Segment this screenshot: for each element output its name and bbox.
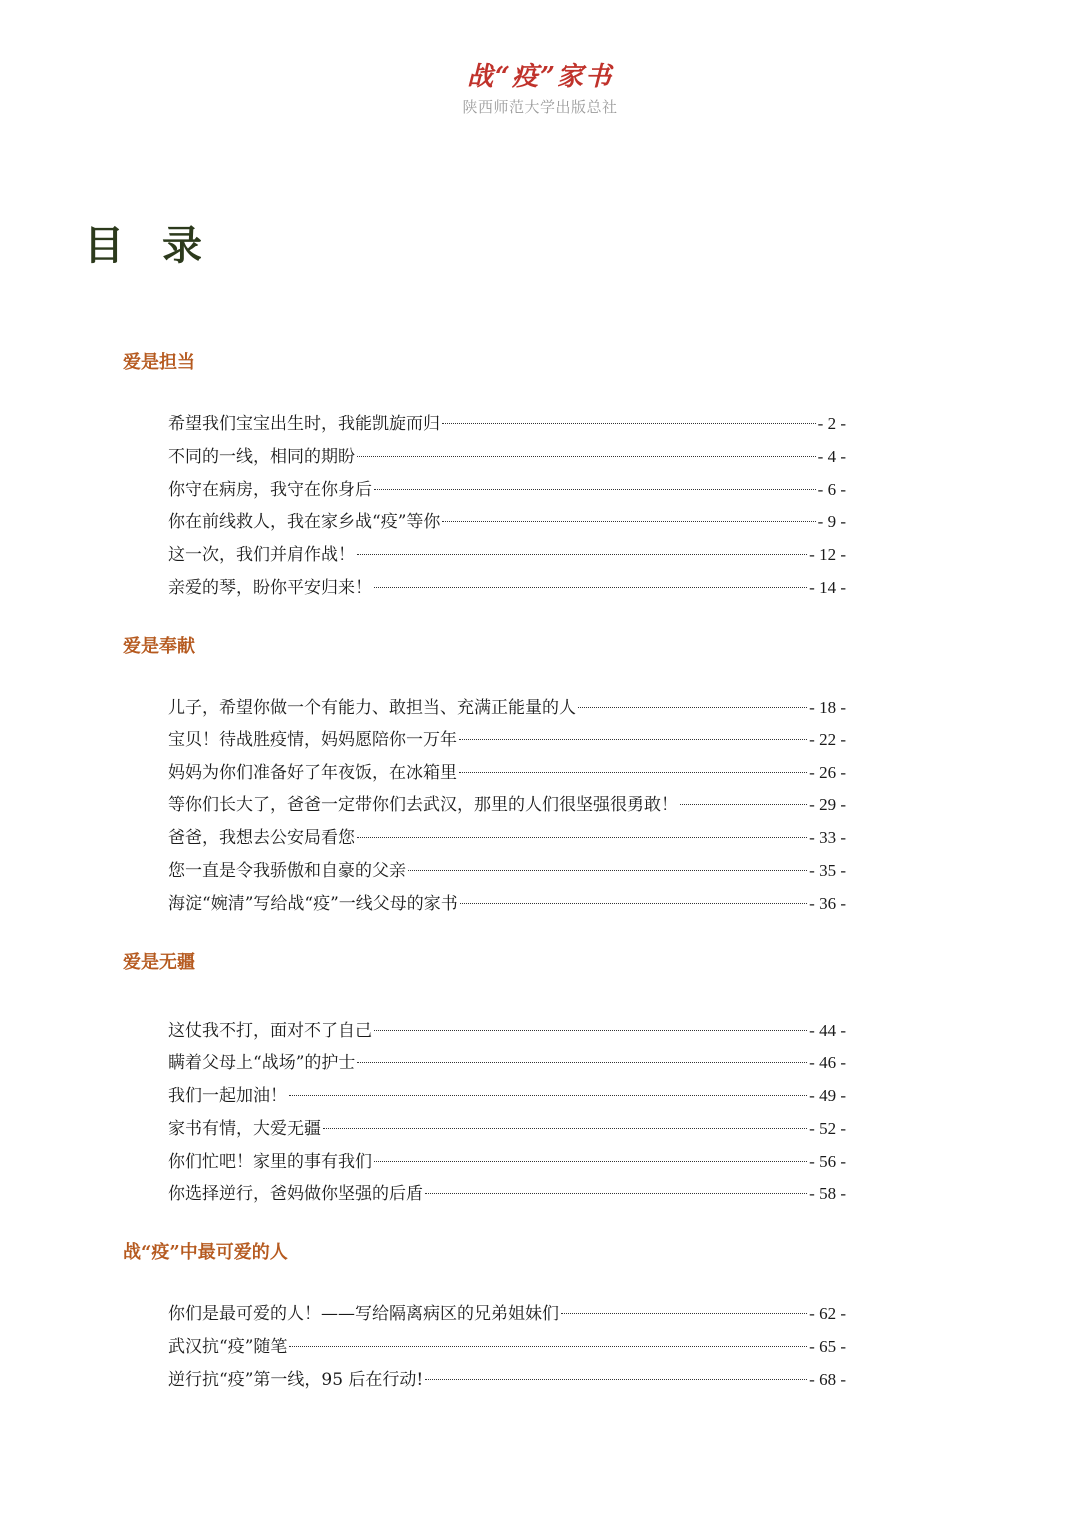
toc-entry[interactable] (168, 509, 846, 535)
toc-entry[interactable] (168, 825, 846, 851)
page-number: - 2 - (817, 414, 846, 433)
toc-entry[interactable] (168, 1083, 846, 1109)
page-number: - 52 - (809, 1119, 846, 1138)
entry-title: 逆行抗“疫”第一线，95 后在行动! (168, 1370, 424, 1390)
toc-entry[interactable] (168, 1301, 846, 1327)
entry-title: 你选择逆行，爸妈做你坚强的后盾 (168, 1184, 423, 1204)
page-number: - 6 - (817, 480, 846, 499)
entry-title: 武汉抗“疫”随笔 (168, 1337, 288, 1357)
toc-entry[interactable] (168, 858, 846, 884)
page-number: - 18 - (809, 698, 846, 717)
toc-entry[interactable] (168, 1018, 846, 1044)
page-number: - 49 - (809, 1086, 846, 1105)
toc-entry[interactable] (168, 695, 846, 721)
entry-title: 等你们长大了，爸爸一定带你们去武汉，那里的人们很坚强很勇敢！ (168, 795, 678, 815)
page-number: - 12 - (809, 545, 846, 564)
dot-leader (425, 1192, 807, 1194)
dot-leader (374, 488, 816, 490)
dot-leader (289, 1094, 807, 1096)
toc-entry[interactable] (168, 1116, 846, 1142)
entry-title: 不同的一线，相同的期盼 (168, 447, 355, 467)
page-number: - 33 - (809, 828, 846, 847)
toc-entry[interactable] (168, 1367, 846, 1393)
dot-leader (442, 422, 816, 424)
toc-entry[interactable] (168, 1050, 846, 1076)
dot-leader (357, 553, 807, 555)
entry-title: 宝贝！待战胜疫情，妈妈愿陪你一万年 (168, 730, 457, 750)
toc-entry[interactable] (168, 575, 846, 601)
entry-title: 你们忙吧！家里的事有我们 (168, 1152, 372, 1172)
dot-leader (357, 455, 816, 457)
entry-title: 海淀“婉清”写给战“疫”一线父母的家书 (168, 894, 458, 914)
section-heading: 爱是无疆 (123, 952, 195, 973)
entry-title: 你们是最可爱的人！——写给隔离病区的兄弟姐妹们 (168, 1304, 559, 1324)
dot-leader (289, 1345, 807, 1347)
entry-title: 家书有情，大爱无疆 (168, 1119, 321, 1139)
dot-leader (323, 1127, 807, 1129)
page-number: - 22 - (809, 730, 846, 749)
entry-title: 爸爸，我想去公安局看您 (168, 828, 355, 848)
page-number: - 26 - (809, 763, 846, 782)
entry-title: 亲爱的琴，盼你平安归来！ (168, 578, 372, 598)
page-number: - 56 - (809, 1152, 846, 1171)
toc-entry[interactable] (168, 792, 846, 818)
toc-entry[interactable] (168, 1181, 846, 1207)
entry-title: 你在前线救人，我在家乡战“疫”等你 (168, 512, 441, 532)
page-number: - 36 - (809, 894, 846, 913)
page-number: - 44 - (809, 1021, 846, 1040)
page-header (0, 60, 1080, 117)
section-heading: 爱是奉献 (123, 636, 195, 657)
page-number: - 62 - (809, 1304, 846, 1323)
dot-leader (442, 520, 815, 522)
dot-leader (578, 706, 807, 708)
dot-leader (459, 771, 807, 773)
entry-title: 妈妈为你们准备好了年夜饭，在冰箱里 (168, 763, 457, 783)
toc-entry[interactable] (168, 1334, 846, 1360)
entry-title: 瞒着父母上“战场”的护士 (168, 1053, 356, 1073)
entry-title: 这仗我不打，面对不了自己 (168, 1021, 372, 1041)
dot-leader (460, 902, 807, 904)
page-number: - 58 - (809, 1184, 846, 1203)
book-title: 战“疫”家书 (467, 62, 613, 92)
dot-leader (459, 738, 807, 740)
entry-title: 你守在病房，我守在你身后 (168, 480, 372, 500)
page-number: - 9 - (817, 512, 846, 531)
toc-entry[interactable] (168, 542, 846, 568)
toc-entry[interactable] (168, 760, 846, 786)
page-number: - 29 - (809, 795, 846, 814)
toc-entry[interactable] (168, 1149, 846, 1175)
page-number: - 65 - (809, 1337, 846, 1356)
toc-entry[interactable] (168, 411, 846, 437)
page-number: - 4 - (817, 447, 846, 466)
entry-title: 这一次，我们并肩作战！ (168, 545, 355, 565)
toc-entry[interactable] (168, 444, 846, 470)
page-number: - 68 - (809, 1370, 846, 1389)
dot-leader (374, 1029, 807, 1031)
page-number: - 46 - (809, 1053, 846, 1072)
publisher-name: 陕西师范大学出版总社 (462, 98, 618, 116)
dot-leader (357, 1061, 807, 1063)
toc-title: 目录 (84, 222, 240, 269)
entry-title: 我们一起加油！ (168, 1086, 287, 1106)
entry-title: 儿子，希望你做一个有能力、敢担当、充满正能量的人 (168, 698, 576, 718)
dot-leader (408, 869, 807, 871)
toc-entry[interactable] (168, 727, 846, 753)
dot-leader (680, 803, 807, 805)
toc-entry[interactable] (168, 477, 846, 503)
dot-leader (425, 1378, 807, 1380)
entry-title: 希望我们宝宝出生时，我能凯旋而归 (168, 414, 440, 434)
page-number: - 14 - (809, 578, 846, 597)
section-heading: 战“疫”中最可爱的人 (123, 1242, 288, 1263)
page-number: - 35 - (809, 861, 846, 880)
toc-entry[interactable] (168, 891, 846, 917)
dot-leader (357, 836, 807, 838)
dot-leader (374, 586, 807, 588)
section-heading: 爱是担当 (123, 352, 195, 373)
entry-title: 您一直是令我骄傲和自豪的父亲 (168, 861, 406, 881)
dot-leader (561, 1312, 807, 1314)
dot-leader (374, 1160, 807, 1162)
